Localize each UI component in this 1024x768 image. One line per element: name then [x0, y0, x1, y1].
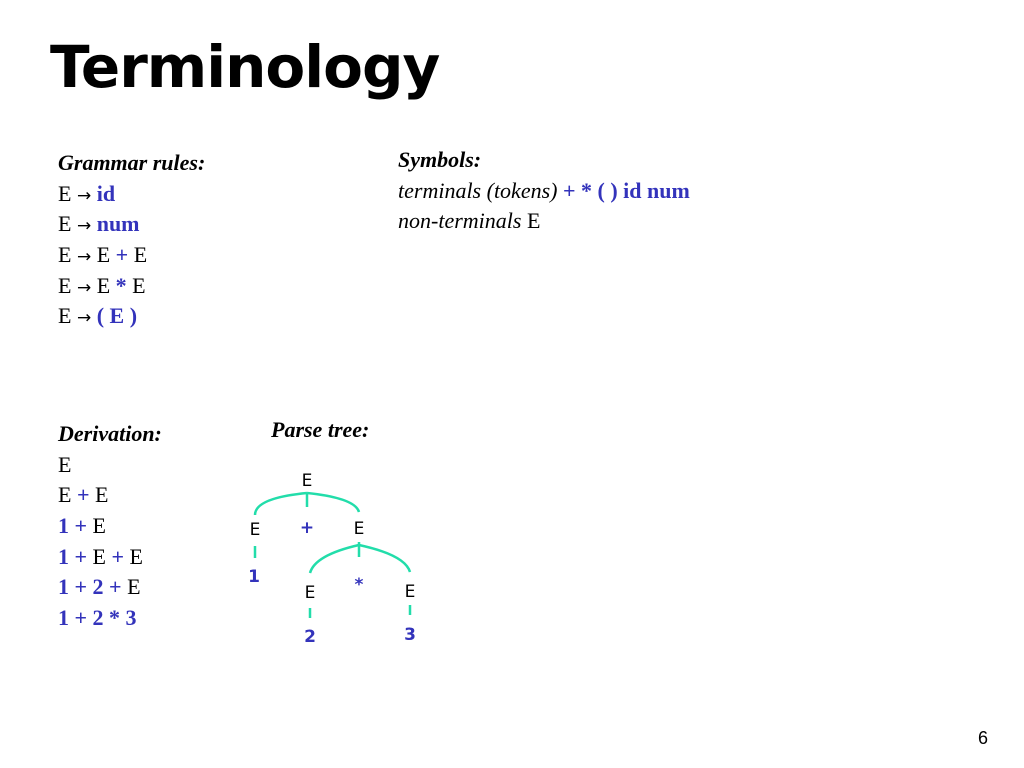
right-arrow-icon: → — [76, 308, 92, 329]
tree-leaf-3: 3 — [404, 625, 416, 645]
derivation-nonterminal: E — [58, 482, 72, 508]
derivation-heading: Derivation: — [58, 421, 162, 446]
tree-edge — [307, 493, 359, 512]
tree-node-plus: + — [299, 518, 315, 538]
tree-node-star: * — [354, 575, 364, 595]
right-arrow-icon: → — [76, 185, 92, 206]
rule-lhs: E — [58, 303, 72, 329]
derivation-terminal: 1 + 2 * 3 — [58, 605, 137, 631]
derivation-terminal: 1 + — [58, 513, 88, 539]
tree-node-inner-left: E — [304, 583, 316, 603]
rule-lhs: E — [58, 242, 72, 268]
rule-lhs: E — [58, 272, 72, 298]
rule-lhs: E — [58, 211, 72, 237]
tree-leaf-1: 1 — [248, 567, 260, 587]
nonterminals-value: E — [526, 208, 541, 234]
derivation-terminal: + — [76, 482, 90, 508]
parse-tree-heading: Parse tree: — [271, 417, 370, 442]
derivation-terminal: 1 + 2 + — [58, 574, 122, 600]
grammar-rules-heading: Grammar rules: — [58, 150, 206, 175]
page-title: Terminology — [50, 33, 440, 101]
tree-node-right: E — [353, 519, 365, 539]
tree-edge — [255, 493, 307, 515]
right-arrow-icon: → — [76, 216, 92, 237]
rule-nonterminal: E — [96, 242, 111, 268]
rule-nonterminal: E — [133, 242, 148, 268]
tree-edge — [359, 545, 410, 572]
tree-node-inner-right: E — [404, 582, 416, 602]
rule-terminal: id — [96, 180, 116, 206]
right-arrow-icon: → — [76, 277, 92, 298]
tree-leaf-2: 2 — [304, 627, 316, 647]
nonterminals-label: non-terminals — [398, 208, 522, 234]
derivation-terminal: + — [111, 543, 125, 569]
terminals-value: + * ( ) id num — [562, 177, 690, 203]
rule-lhs: E — [58, 180, 72, 206]
rule-terminal: + — [115, 242, 129, 268]
rule-terminal: E — [109, 303, 125, 329]
tree-node-root: E — [301, 471, 313, 491]
rule-terminal: ) — [129, 303, 138, 329]
derivation-nonterminal: E — [92, 513, 106, 539]
derivation-nonterminal: E — [58, 451, 72, 477]
tree-edge — [310, 545, 359, 573]
derivation-terminal: 1 + — [58, 543, 88, 569]
tree-node-left: E — [249, 520, 261, 540]
page-number: 6 — [977, 728, 988, 748]
right-arrow-icon: → — [76, 247, 92, 268]
derivation-nonterminal: E — [127, 574, 141, 600]
rule-nonterminal: E — [96, 272, 111, 298]
terminals-label: terminals (tokens) — [398, 177, 558, 203]
rule-terminal: * — [115, 272, 127, 298]
derivation-nonterminal: E — [92, 543, 106, 569]
rule-nonterminal: E — [132, 272, 146, 298]
derivation-nonterminal: E — [129, 543, 143, 569]
derivation-nonterminal: E — [95, 482, 109, 508]
symbols-heading: Symbols: — [398, 147, 482, 172]
rule-terminal: ( — [96, 303, 105, 329]
rule-terminal: num — [96, 211, 140, 237]
